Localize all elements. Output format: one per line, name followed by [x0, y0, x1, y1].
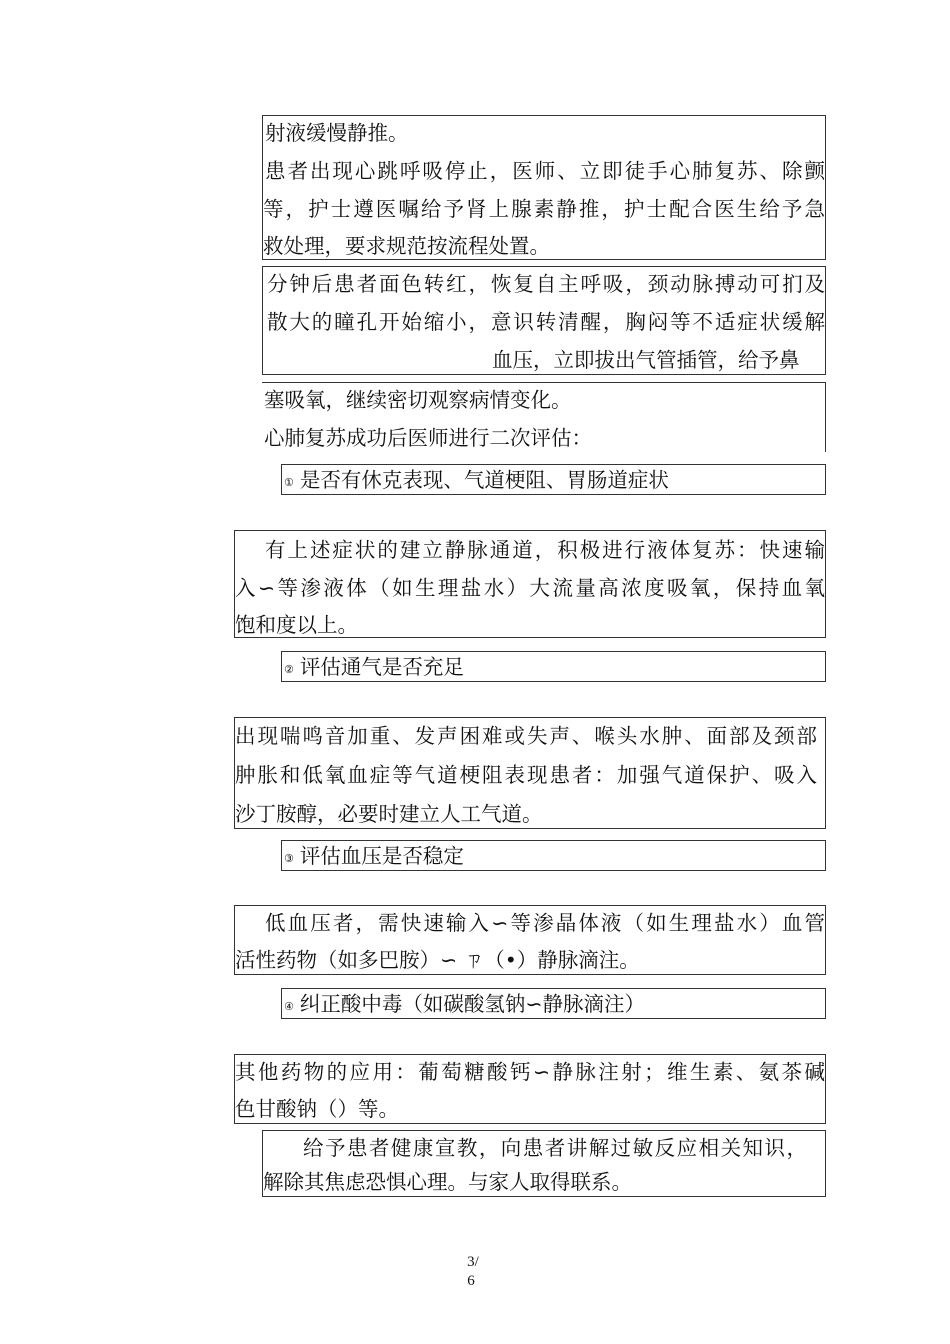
text-line: 其他药物的应用：葡萄糖酸钙∽静脉注射；维生素、氨茶碱 [235, 1060, 825, 1084]
text-line: 饱和度以上。 [235, 613, 358, 637]
text-box-observe [262, 382, 826, 452]
text-line: 出现喘鸣音加重、发声困难或失声、喉头水肿、面部及颈部 [235, 724, 817, 748]
text-line: 等，护士遵医嘱给予肾上腺素静推，护士配合医生给予急 [263, 197, 825, 221]
text-line: 有上述症状的建立静脉通道，积极进行液体复苏：快速输 [265, 538, 825, 562]
eval-label [282, 652, 825, 682]
eval-label [282, 841, 825, 871]
eval-item-4 [281, 988, 826, 1019]
circled-number: ④ [284, 1000, 294, 1013]
circled-number: ② [284, 663, 294, 676]
text-line: 沙丁胺醇，必要时建立人工气道。 [235, 802, 543, 826]
text-line: 分钟后患者面色转红，恢复自主呼吸，颈动脉搏动可扪及 [267, 272, 825, 296]
text-line: 血压，立即拔出气管插管，给予鼻 [492, 348, 800, 372]
text-line: 色甘酸钠（）等。 [235, 1097, 399, 1121]
text-line: 心肺复苏成功后医师进行二次评估： [264, 426, 592, 450]
eval-label [282, 989, 825, 1019]
text-line: 散大的瞳孔开始缩小，意识转清醒，胸闷等不适症状缓解 [267, 310, 825, 334]
eval-text: 是否有休克表现、气道梗阻、胃肠道症状 [299, 468, 669, 492]
text-box-recovery [262, 266, 826, 375]
text-box-shock [234, 530, 826, 638]
text-box-airway [234, 717, 826, 829]
eval-item-3 [281, 840, 826, 871]
text-box-education [262, 1130, 826, 1197]
text-line: 塞吸氧，继续密切观察病情变化。 [264, 388, 572, 412]
eval-text: 评估通气是否充足 [299, 655, 464, 679]
text-box-hypotension [234, 905, 826, 975]
text-line: 入∽等渗液体（如生理盐水）大流量高浓度吸氧，保持血氧 [235, 576, 825, 600]
text-box-other-drugs [234, 1054, 826, 1124]
circled-number: ① [284, 476, 294, 489]
eval-item-1 [281, 464, 826, 495]
eval-text: 纠正酸中毒（如碳酸氢钠∽静脉滴注） [299, 992, 646, 1016]
page-number-bottom: 6 [467, 1273, 475, 1289]
text-line: 救处理，要求规范按流程处置。 [263, 234, 550, 258]
text-line: 解除其焦虑恐惧心理。与家人取得联系。 [263, 1170, 632, 1194]
text-line: 活性药物（如多巴胺）∽ ㄗ（•）静脉滴注。 [235, 948, 640, 972]
eval-label [282, 465, 825, 495]
text-line: 给予患者健康宣教，向患者讲解过敏反应相关知识， [303, 1136, 807, 1160]
circled-number: ③ [284, 852, 294, 865]
text-line: 患者出现心跳呼吸停止，医师、立即徒手心肺复苏、除颤 [265, 159, 825, 183]
text-box-cpr [262, 115, 826, 260]
text-line: 射液缓慢静推。 [265, 121, 409, 145]
eval-item-2 [281, 651, 826, 682]
eval-text: 评估血压是否稳定 [299, 844, 464, 868]
text-line: 低血压者，需快速输入∽等渗晶体液（如生理盐水）血管 [265, 911, 825, 935]
text-line: 肿胀和低氧血症等气道梗阻表现患者：加强气道保护、吸入 [235, 763, 817, 787]
page-number-top: 3/ [467, 1254, 479, 1270]
